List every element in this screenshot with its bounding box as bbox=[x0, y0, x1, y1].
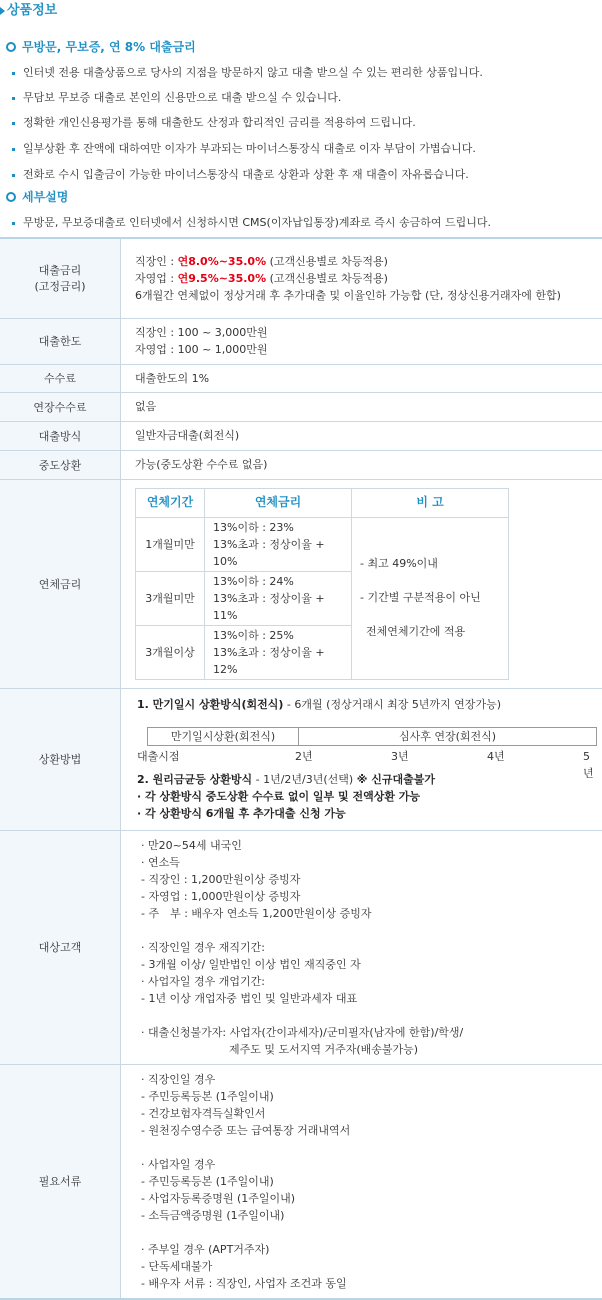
list-item: 전화로 수시 입출금이 가능한 마이너스통장식 대출로 상환과 상환 후 재 대출이 자유롭습니다. bbox=[12, 166, 469, 182]
square-bullet-icon bbox=[12, 148, 15, 151]
table-row bbox=[0, 479, 602, 688]
arrow-icon bbox=[0, 7, 5, 15]
circle-bullet-icon bbox=[6, 192, 16, 202]
table-row bbox=[0, 364, 602, 392]
table-row bbox=[0, 238, 602, 318]
rate-value: 직장인 : 연8.0%~35.0% (고객신용별로 차등적용) 자영업 : 연9.5%~35.0% (고객신용별로 차등적용) 6개월간 연체없이 정상거래 후 추가대출 및 이율인하 가능합 (단, 정상신용거래자에 한합) bbox=[121, 238, 602, 318]
circle-bullet-icon bbox=[6, 42, 16, 52]
section-heading-details: 세부설명 bbox=[6, 188, 68, 205]
early-repay-label: 중도상환 bbox=[0, 450, 121, 479]
limit-value: 직장인 : 100 ~ 3,000만원 자영업 : 100 ~ 1,000만원 bbox=[121, 318, 602, 364]
docs-label: 필요서류 bbox=[0, 1064, 121, 1299]
list-item: 일부상환 후 잔액에 대하여만 이자가 부과되는 마이너스통장식 대출로 이자 부담이 가볍습니다. bbox=[12, 140, 476, 156]
overdue-header-period: 연체기간 bbox=[136, 488, 205, 517]
timeline-tick: 5년 bbox=[583, 748, 599, 782]
square-bullet-icon bbox=[12, 174, 15, 177]
repay-timeline bbox=[137, 713, 599, 771]
repay-label: 상환방법 bbox=[0, 688, 121, 830]
table-row bbox=[0, 688, 602, 830]
overdue-note: - 최고 49%이내 - 기간별 구분적용이 아닌 전체연체기간에 적용 bbox=[352, 517, 509, 679]
overdue-period: 3개월미만 bbox=[136, 571, 205, 625]
overdue-rate: 13%이하 : 23% 13%초과 : 정상이율 + 10% bbox=[205, 517, 352, 571]
overdue-rate: 13%이하 : 25% 13%초과 : 정상이율 + 12% bbox=[205, 625, 352, 679]
overdue-period: 1개월미만 bbox=[136, 517, 205, 571]
ext-fee-label: 연장수수료 bbox=[0, 392, 121, 421]
overdue-rate: 13%이하 : 24% 13%초과 : 정상이율 + 11% bbox=[205, 571, 352, 625]
overdue-label: 연체금리 bbox=[0, 479, 121, 688]
list-item: 인터넷 전용 대출상품으로 당사의 지점을 방문하지 않고 대출 받으실 수 있는 편리한 상품입니다. bbox=[12, 64, 483, 80]
target-label: 대상고객 bbox=[0, 830, 121, 1064]
list-item: 무방문, 무보증대출로 인터넷에서 신청하시면 CMS(이자납입통장)계좌로 즉시 송금하여 드립니다. bbox=[12, 214, 491, 230]
limit-label: 대출한도 bbox=[0, 318, 121, 364]
list-item: 정확한 개인신용평가를 통해 대출한도 산정과 합리적인 금리를 적용하여 드립니다. bbox=[12, 114, 416, 130]
fee-label: 수수료 bbox=[0, 364, 121, 392]
table-row bbox=[0, 830, 602, 1064]
target-value: · 만20~54세 내국인 · 연소득 - 직장인 : 1,200만원이상 증빙자 - 자영업 : 1,000만원이상 증빙자 - 주 부 : 배우자 연소득 1,200만원이상 증빙자 · 직장인일 경우 재직기간: - 3개월 이상/ 일반법인 이상 법인 재직중인 자 · 사업자일 경우 개업기간: - 1년 이상 개업자중 법인 및 일반과세자 대표 · 대출신청불가자: 사업자(간이과세자)/군미필자(남자에 한함)/학생/ 제주도 및 도서지역 거주자(배송불가능) bbox=[121, 830, 602, 1064]
fee-value: 대출한도의 1% bbox=[121, 364, 602, 392]
overdue-value bbox=[121, 479, 602, 688]
method-value: 일반자금대출(회전식) bbox=[121, 421, 602, 450]
page-title: 상품정보 bbox=[0, 0, 57, 24]
overdue-rate-table bbox=[135, 488, 509, 680]
timeline-tick: 4년 bbox=[487, 748, 505, 765]
square-bullet-icon bbox=[12, 222, 15, 225]
timeline-segment: 심사후 연장(회전식) bbox=[299, 728, 596, 745]
early-repay-value: 가능(중도상환 수수료 없음) bbox=[121, 450, 602, 479]
square-bullet-icon bbox=[12, 97, 15, 100]
rate-label: 대출금리 (고정금리) bbox=[0, 238, 121, 318]
table-row bbox=[0, 421, 602, 450]
timeline-tick: 2년 bbox=[295, 748, 313, 765]
overdue-period: 3개월이상 bbox=[136, 625, 205, 679]
timeline-tick: 대출시점 bbox=[137, 748, 180, 765]
table-row bbox=[136, 517, 509, 571]
table-row bbox=[0, 1064, 602, 1299]
ext-fee-value: 없음 bbox=[121, 392, 602, 421]
docs-value: · 직장인일 경우 - 주민등록등본 (1주일이내) - 건강보험자격득실확인서 - 원천징수영수증 또는 급여통장 거래내역서 · 사업자일 경우 - 주민등록등본 (1주일이내) - 사업자등록증명원 (1주일이내) - 소득금액증명원 (1주일이내) · 주부일 경우 (APT거주자) - 단독세대불가 - 배우자 서류 : 직장인, 사업자 조건과 동일 bbox=[121, 1064, 602, 1299]
square-bullet-icon bbox=[12, 72, 15, 75]
square-bullet-icon bbox=[12, 122, 15, 125]
list-item: 무담보 무보증 대출로 본인의 신용만으로 대출 받으실 수 있습니다. bbox=[12, 89, 341, 105]
table-row bbox=[0, 318, 602, 364]
table-row bbox=[0, 392, 602, 421]
overdue-header-note: 비 고 bbox=[352, 488, 509, 517]
section-heading-features: 무방문, 무보증, 연 8% 대출금리 bbox=[6, 38, 196, 55]
timeline-segment: 만기일시상환(회전식) bbox=[148, 728, 299, 745]
timeline-tick: 3년 bbox=[391, 748, 409, 765]
product-detail-table bbox=[0, 237, 602, 1300]
table-row bbox=[0, 450, 602, 479]
overdue-header-rate: 연체금리 bbox=[205, 488, 352, 517]
method-label: 대출방식 bbox=[0, 421, 121, 450]
repay-value: 1. 만기일시 상환방식(회전식) - 6개월 (정상거래시 최장 5년까지 연장가능) 만기일시상환(회전식) 심사후 연장(회전식) 대출시점 2년 3년 4년 5년 2. 원리금균등 상환방식 - 1년/2년/3년(선택) ※ 신규대출불가 · 각 상환방식 중도상환 수수료 없이 일부 및 전액상환 가능 · 각 상환방식 6개월 후 추가대출 신청 가능 bbox=[121, 688, 602, 830]
